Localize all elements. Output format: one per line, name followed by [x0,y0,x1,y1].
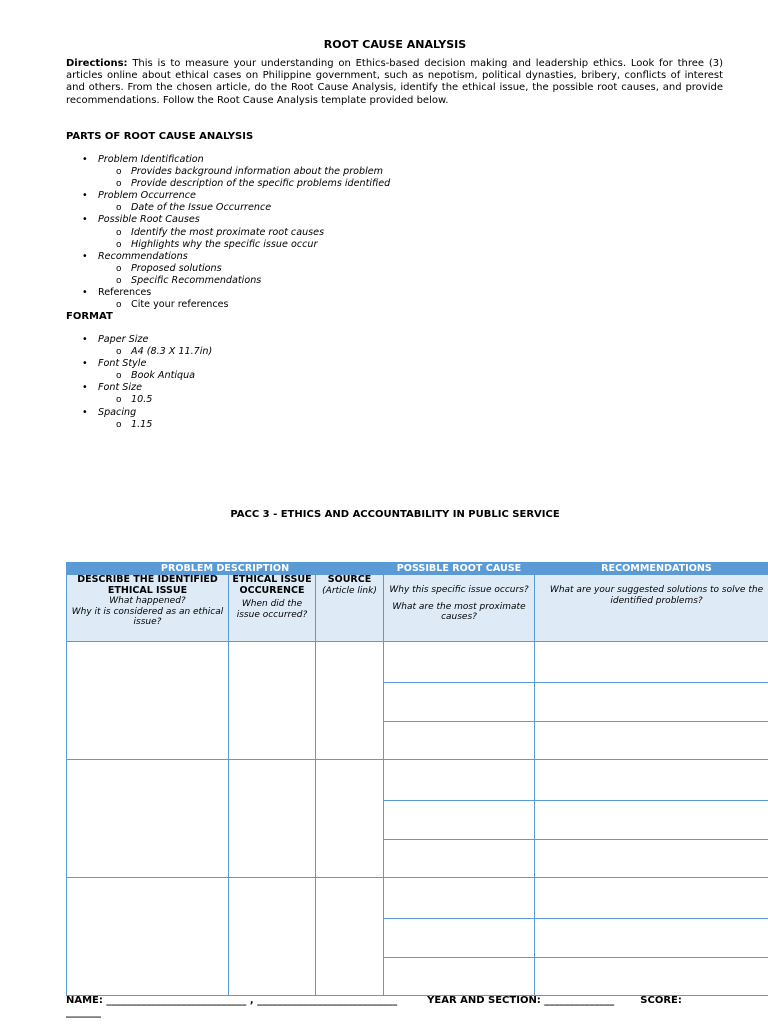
score-label: SCORE: [640,995,682,1006]
issue-cell[interactable] [67,642,229,760]
source-cell[interactable] [316,760,384,878]
parts-heading: PARTS OF ROOT CAUSE ANALYSIS [66,131,254,142]
header-possible-root-cause: POSSIBLE ROOT CAUSE [384,563,535,575]
table-row [67,878,768,919]
source-cell[interactable] [316,642,384,760]
name-blank[interactable]: ____________________________ , ____________________________ [102,995,398,1006]
subheader-title: DESCRIBE THE IDENTIFIED ETHICAL ISSUE [77,574,218,596]
footer-line [66,995,682,1007]
list-item: o Proposed solutions [66,263,390,275]
recommendation-cell[interactable] [535,683,768,722]
root-cause-cell[interactable] [384,642,535,683]
root-cause-cell[interactable] [384,683,535,722]
score-blank[interactable]: _______ [66,1007,101,1018]
subheader-root-cause [384,575,535,642]
table-row [67,642,768,683]
document-title: ROOT CAUSE ANALYSIS [323,38,467,51]
list-item: • Font Style [66,358,212,370]
recommendation-cell[interactable] [535,722,768,760]
root-cause-cell[interactable] [384,840,535,878]
subheader-question: Why this specific issue occurs? [389,585,529,595]
header-problem-description: PROBLEM DESCRIPTION [67,563,384,575]
subheader-question: (Article link) [322,585,377,596]
directions-paragraph [66,58,723,107]
root-cause-cell[interactable] [384,722,535,760]
occurence-cell[interactable] [229,642,316,760]
subheader-question: Why it is considered as an ethical issue? [71,606,224,627]
subheader-occurence [229,575,316,642]
subheader-title: SOURCE [327,574,372,585]
recommendation-cell[interactable] [535,958,768,996]
table-subheader-row [67,575,768,642]
table-header-row [67,563,768,575]
list-item: • Spacing [66,407,212,419]
list-item: o Cite your references [66,299,390,311]
directions-text: This is to measure your understanding on Ethics-based decision making and leadership ethics. Look for three (3) articles online about ethical cases on Philippine government, such as nepotism, political dynasties, bribery, conflicts of interest and others. From the chosen article, do the Root Cause Analysis, identify the ethical issue, the possible root causes, and provide recommendations. Follow the Root Cause Analysis template provided below. [66,58,723,106]
subheader-title: ETHICAL ISSUE OCCURENCE [232,574,312,596]
list-item: o Provides background information about the problem [66,166,390,178]
list-item: o 10.5 [66,394,212,406]
root-cause-cell[interactable] [384,919,535,958]
list-item: o 1.15 [66,419,212,431]
name-label: NAME: [66,995,103,1006]
list-item: • Recommendations [66,251,390,263]
header-recommendations: RECOMMENDATIONS [535,563,768,575]
list-item: • Problem Identification [66,154,390,166]
subheader-question: When did the issue occurred? [236,599,308,620]
list-item: • Paper Size [66,334,212,346]
list-item: o Specific Recommendations [66,275,390,287]
list-item: o A4 (8.3 X 11.7in) [66,346,212,358]
signature-footer [66,995,682,1019]
parts-list [66,154,390,311]
subheader-source [316,575,384,642]
directions-label: Directions: [66,58,128,69]
root-cause-table [66,562,768,996]
subheader-question: What happened? [109,596,186,606]
list-item: • Possible Root Causes [66,214,390,226]
root-cause-cell[interactable] [384,958,535,996]
issue-cell[interactable] [67,760,229,878]
list-item: o Book Antiqua [66,370,212,382]
list-item: • References [66,287,390,299]
format-heading: FORMAT [66,311,113,322]
list-item: o Identify the most proximate root causes [66,227,390,239]
issue-cell[interactable] [67,878,229,996]
year-section-blank[interactable]: ______________ [540,995,615,1006]
root-cause-cell[interactable] [384,801,535,840]
recommendation-cell[interactable] [535,642,768,683]
subheader-ethical-issue [67,575,229,642]
course-subject: PACC 3 - ETHICS AND ACCOUNTABILITY IN PUBLIC SERVICE [230,509,560,520]
recommendation-cell[interactable] [535,919,768,958]
list-item: o Date of the Issue Occurrence [66,202,390,214]
list-item: • Problem Occurrence [66,190,390,202]
subheader-question: What are the most proximate causes? [392,601,526,622]
subheader-question: What are your suggested solutions to solve the identified problems? [549,585,764,606]
occurence-cell[interactable] [229,878,316,996]
source-cell[interactable] [316,878,384,996]
table-row [67,760,768,801]
list-item: o Provide description of the specific problems identified [66,178,390,190]
recommendation-cell[interactable] [535,878,768,919]
recommendation-cell[interactable] [535,840,768,878]
list-item: o Highlights why the specific issue occur [66,239,390,251]
root-cause-cell[interactable] [384,760,535,801]
occurence-cell[interactable] [229,760,316,878]
year-section-label: YEAR AND SECTION: [427,995,541,1006]
format-list [66,334,212,431]
subheader-recommendations [535,575,768,642]
recommendation-cell[interactable] [535,760,768,801]
root-cause-cell[interactable] [384,878,535,919]
recommendation-cell[interactable] [535,801,768,840]
list-item: • Font Size [66,382,212,394]
